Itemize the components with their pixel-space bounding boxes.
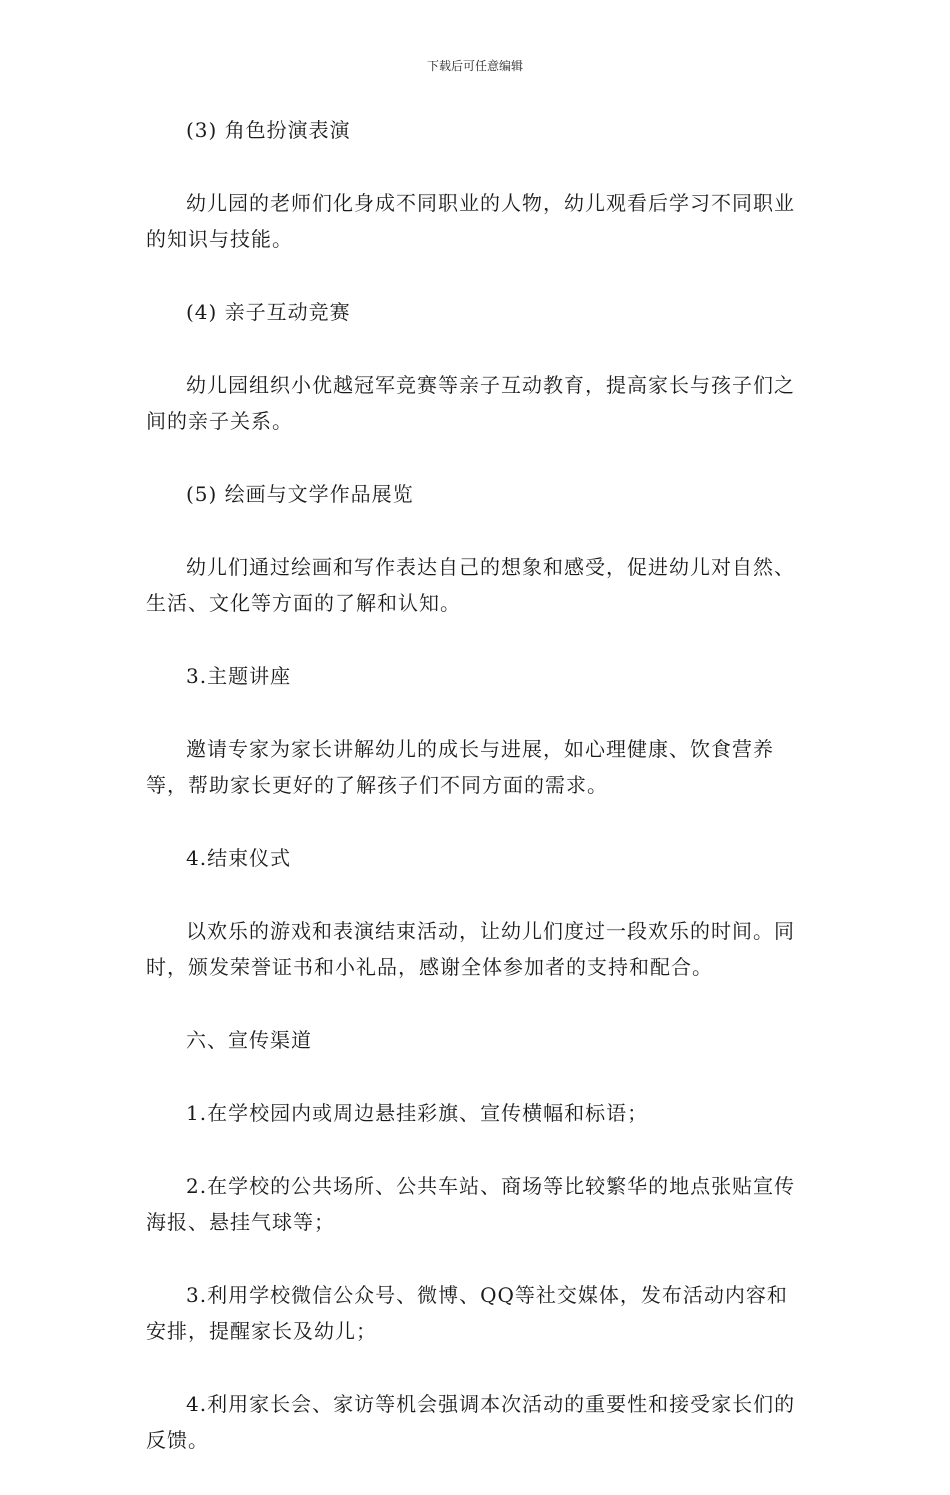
subheading-lecture: 3.主题讲座 [186, 664, 292, 688]
paragraph-parent-child-contest: 幼儿园组织小优越冠军竞赛等亲子互动教育，提高家长与孩子们之间的亲子关系。 [146, 373, 795, 433]
subheading-art-exhibition: (5) 绘画与文学作品展览 [186, 482, 414, 506]
list-item-promotion-4: 4.利用家长会、家访等机会强调本次活动的重要性和接受家长们的反馈。 [146, 1392, 796, 1452]
paragraph-lecture: 邀请专家为家长讲解幼儿的成长与进展，如心理健康、饮食营养等，帮助家长更好的了解孩子们不同方面的需求。 [146, 737, 774, 797]
section-heading-promotion: 六、宣传渠道 [186, 1028, 312, 1052]
list-item-promotion-3: 3.利用学校微信公众号、微博、QQ等社交媒体，发布活动内容和安排，提醒家长及幼儿； [146, 1283, 788, 1343]
page-header: 下载后可任意编辑 [426, 59, 523, 73]
paragraph-art-exhibition: 幼儿们通过绘画和写作表达自己的想象和感受，促进幼儿对自然、生活、文化等方面的了解和认知。 [146, 555, 795, 615]
paragraph-closing-ceremony: 以欢乐的游戏和表演结束活动，让幼儿们度过一段欢乐的时间。同时，颁发荣誉证书和小礼品，感谢全体参加者的支持和配合。 [146, 919, 795, 979]
list-item-promotion-1: 1.在学校园内或周边悬挂彩旗、宣传横幅和标语； [186, 1101, 649, 1125]
list-item-promotion-2: 2.在学校的公共场所、公共车站、商场等比较繁华的地点张贴宣传海报、悬挂气球等； [146, 1174, 796, 1234]
subheading-parent-child-contest: (4) 亲子互动竞赛 [186, 300, 351, 324]
subheading-role-play: (3) 角色扮演表演 [186, 118, 351, 142]
document-body [146, 112, 806, 1495]
subheading-closing-ceremony: 4.结束仪式 [186, 846, 292, 870]
paragraph-role-play: 幼儿园的老师们化身成不同职业的人物，幼儿观看后学习不同职业的知识与技能。 [146, 191, 795, 251]
